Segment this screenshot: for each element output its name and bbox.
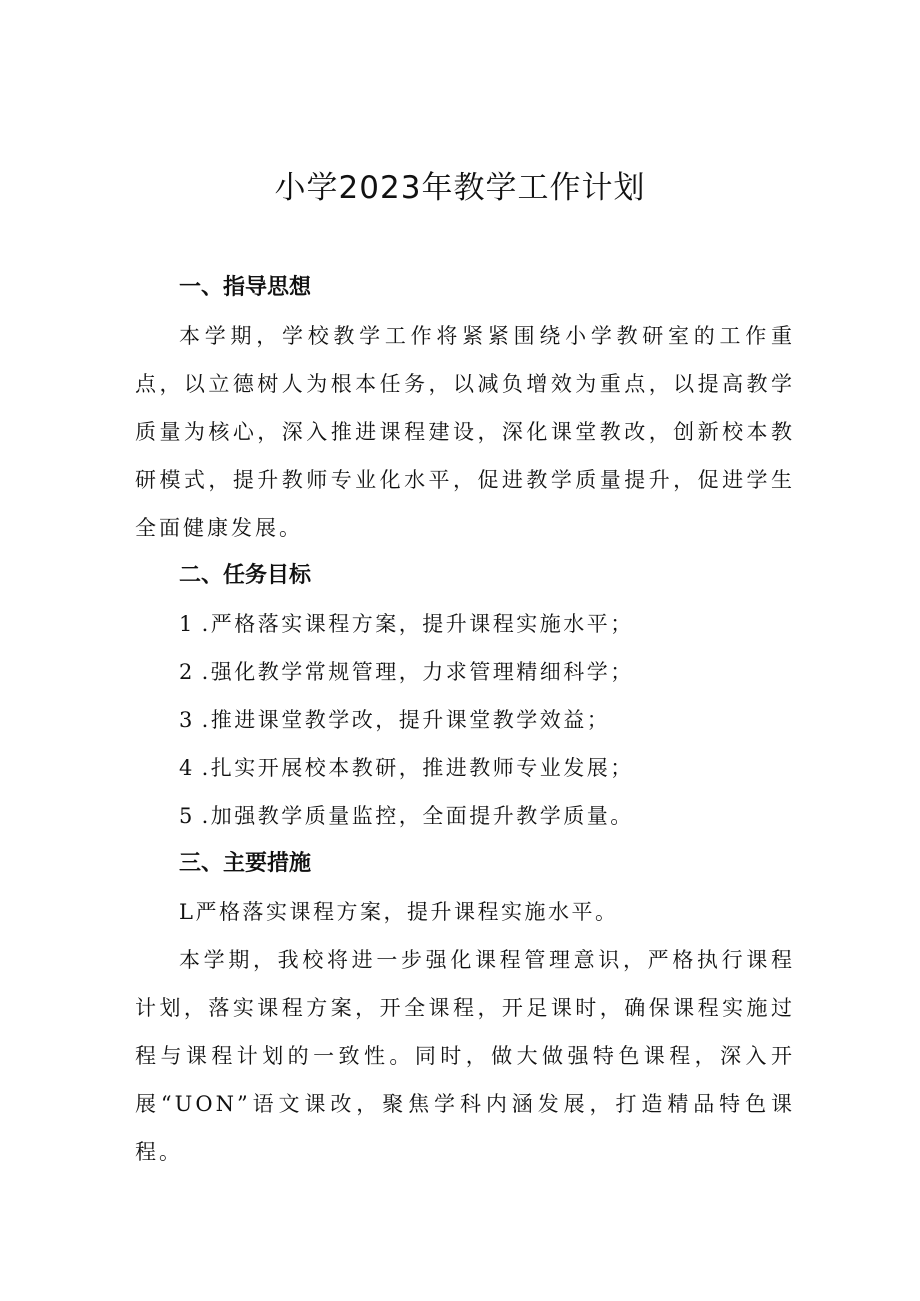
list-item-text: .加强教学质量监控，全面提升教学质量。: [201, 804, 634, 828]
document-body: [135, 264, 795, 1176]
section-heading-task-goals: 二、任务目标: [179, 563, 312, 588]
list-item-number: 2: [179, 660, 193, 684]
list-item-number: 5: [179, 804, 193, 828]
list-item: [135, 792, 795, 840]
list-item-number: 1: [179, 612, 193, 636]
document-title: 小学2023年教学工作计划: [274, 170, 646, 206]
subsection-heading: L严格落实课程方案，提升课程实施水平。: [179, 900, 619, 924]
section-heading-guiding-ideology: 一、指导思想: [179, 275, 312, 300]
list-item-text: .强化教学常规管理，力求管理精细科学；: [201, 660, 634, 684]
list-item-text: .严格落实课程方案，提升课程实施水平；: [201, 612, 634, 636]
list-item-number: 4: [179, 756, 193, 780]
section-heading-main-measures: 三、主要措施: [179, 851, 312, 876]
paragraph: 本学期，我校将进一步强化课程管理意识，严格执行课程计划，落实课程方案，开全课程，开足课时，确保课程实施过程与课程计划的一致性。同时，做大做强特色课程，深入开展“UON”语文课改，聚焦学科内涵发展，打造精品特色课程。: [135, 948, 795, 1164]
paragraph: 本学期，学校教学工作将紧紧围绕小学教研室的工作重点，以立德树人为根本任务，以减负增效为重点，以提高教学质量为核心，深入推进课程建设，深化课堂教改，创新校本教研模式，提升教师专业化水平，促进教学质量提升，促进学生全面健康发展。: [135, 324, 795, 540]
list-item: [135, 648, 795, 696]
list-item-text: .推进课堂教学改，提升课堂教学效益；: [201, 708, 611, 732]
list-item-text: .扎实开展校本教研，推进教师专业发展；: [201, 756, 634, 780]
list-item: [135, 696, 795, 744]
list-item-number: 3: [179, 708, 193, 732]
list-item: [135, 600, 795, 648]
list-item: [135, 744, 795, 792]
